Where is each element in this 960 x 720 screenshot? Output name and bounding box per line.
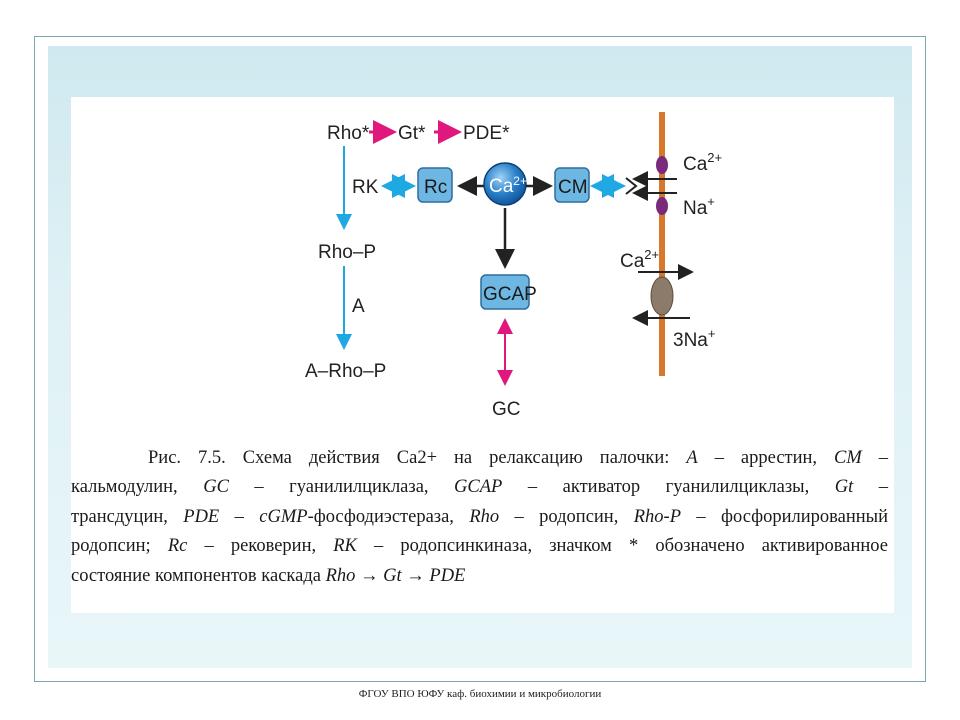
caption-line-3: трансдуцин, PDE – cGMP-фосфодиэстераза, Rho – родопсин, Rho-P – фосфорилированный	[71, 506, 889, 527]
label-a: A	[352, 296, 365, 317]
label-gc: GC	[492, 399, 521, 420]
figure-caption-body	[71, 473, 888, 591]
label-cm: CM	[558, 177, 588, 198]
label-gcap: GCAP	[483, 284, 537, 305]
label-rc: Rc	[424, 177, 448, 198]
label-a-rho-p: A–Rho–P	[305, 361, 387, 382]
footer-text: ФГОУ ВПО ЮФУ каф. биохимии и микробиологии	[358, 688, 602, 700]
label-3na: 3Na+	[673, 326, 716, 351]
label-rho-star: Rho*	[327, 123, 370, 144]
caption-line-4: родопсин; Rc – рековерин, RK – родопсинкиназа, значком * обозначено активированное	[71, 536, 888, 556]
label-pde-star: PDE*	[463, 123, 510, 144]
membrane	[659, 112, 665, 376]
label-gt-star: Gt*	[398, 123, 426, 144]
label-na-channel: Na+	[683, 194, 715, 219]
label-ca-center: $Ca^{2+}$	[489, 174, 527, 197]
figure-caption	[148, 444, 888, 474]
label-ca-channel: $Ca^{2+}$	[683, 150, 723, 175]
channel-bottom	[656, 197, 668, 215]
caption-line-5: состояние компонентов каскада Rho → Gt → PDE	[71, 565, 466, 586]
label-rho-p: Rho–P	[318, 242, 377, 263]
channel-bracket	[626, 178, 636, 194]
channel-top	[656, 156, 668, 174]
label-ca-exchanger: $Ca^{2+}$	[620, 247, 660, 272]
caption-line-2: кальмодулин, GC – гуанилилциклаза, GCAP – активатор гуанилилциклазы, Gt –	[71, 477, 888, 497]
exchanger	[651, 277, 673, 315]
label-rk: RK	[352, 177, 379, 198]
caption-line-1: Рис. 7.5. Схема действия Ca2+ на релаксацию палочки: A – аррестин, CM –	[148, 448, 889, 468]
